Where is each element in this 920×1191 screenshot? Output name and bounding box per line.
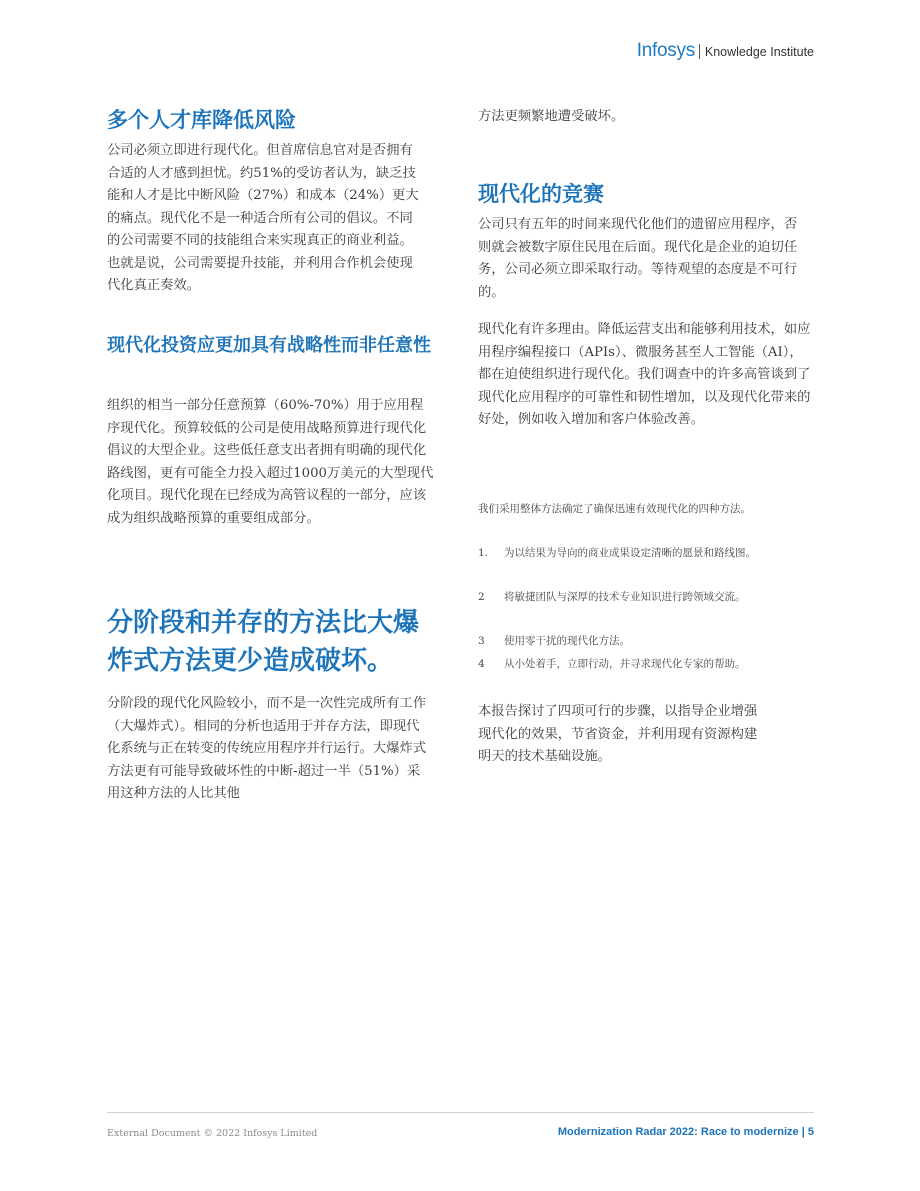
section-heading-race: 现代化的竞赛 [478,182,604,206]
list-text: 为以结果为导向的商业成果设定清晰的愿景和路线图。 [504,547,756,559]
list-number: 3 [478,635,485,647]
list-item [478,633,818,649]
list-text: 使用零干扰的现代化方法。 [504,635,630,647]
list-text: 从小处着手，立即行动，并寻求现代化专家的帮助。 [504,658,746,670]
footer-divider [107,1112,814,1113]
section-heading-investment: 现代化投资应更加具有战略性而非任意性 [107,335,431,356]
list-item [478,589,818,605]
list-text: 将敏捷团队与深厚的技术专业知识进行跨领域交流。 [504,591,746,603]
list-intro: 我们采用整体方法确定了确保迅速有效现代化的四种方法。 [478,503,751,515]
section-body-phased: 分阶段的现代化风险较小，而不是一次性完成所有工作（大爆炸式）。相同的分析也适用于并存方法，即现代化系统与正在转变的传统应用程序并行运行。大爆炸式方法更有可能导致破坏性的中断-超过一半（51%）采用这种方法的人比其他 [107,696,427,801]
footer-copyright: External Document © 2022 Infosys Limited [107,1128,318,1139]
continuation-text: 方法更频繁地遭受破坏。 [478,109,625,124]
logo-text: Knowledge Institute [704,45,814,59]
section-body-race-2: 现代化有许多理由。降低运营支出和能够利用技术，如应用程序编程接口（APIs）、微服务甚至人工智能（AI），都在迫使组织进行现代化。我们调查中的许多高管谈到了现代化应用程序的可靠性和韧性增加，以及现代化带来的好处，例如收入增加和客户体验改善。 [478,322,811,427]
section-heading-phased: 分阶段和并存的方法比大爆炸式方法更少造成破坏。 [107,608,420,676]
list-number: 4 [478,658,485,670]
closing-paragraph: 本报告探讨了四项可行的步骤，以指导企业增强现代化的效果，节省资金，并利用现有资源构建明天的技术基础设施。 [478,704,758,764]
section-body-talent: 公司必须立即进行现代化。但首席信息官对是否拥有合适的人才感到担忧。约51%的受访者认为，缺乏技能和人才是比中断风险（27%）和成本（24%）更大的痛点。现代化不是一种适合所有公司的倡议。不同的公司需要不同的技能组合来实现真正的商业利益。也就是说，公司需要提升技能，并利用合作机会使现代化真正奏效。 [107,143,419,293]
section-body-investment: 组织的相当一部分任意预算（60%-70%）用于应用程序现代化。预算较低的公司是使用战略预算进行现代化倡议的大型企业。这些低任意支出者拥有明确的现代化路线图，更有可能全力投入超过1000万美元的大型现代化项目。现代化现在已经成为高管议程的一部分，应该成为组织战略预算的重要组成部分。 [107,398,434,526]
list-number: 2 [478,591,485,603]
section-heading-talent: 多个人才库降低风险 [107,108,296,132]
logo-divider [699,44,700,59]
list-item [478,545,818,561]
infosys-logo [637,40,814,62]
footer-page-label: Modernization Radar 2022: Race to modernize | 5 [557,1126,814,1138]
section-body-race-1: 公司只有五年的时间来现代化他们的遗留应用程序，否则就会被数字原住民甩在后面。现代化是企业的迫切任务，公司必须立即采取行动。等待观望的态度是不可行的。 [478,217,798,300]
logo-mark: Infosys [636,40,695,61]
list-number: 1. [478,547,489,559]
list-item [478,656,818,672]
